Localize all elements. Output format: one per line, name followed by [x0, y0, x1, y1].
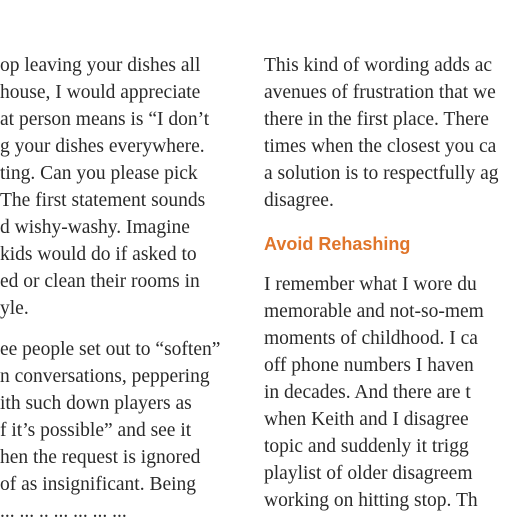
text-line: kids would do if asked to — [0, 244, 197, 265]
text-line: op leaving your dishes all — [0, 55, 201, 76]
text-line: when Keith and I disagree — [264, 409, 469, 430]
text-line: g your dishes everywhere. — [0, 136, 205, 157]
text-line: yle. — [0, 298, 29, 319]
text-line: The first statement sounds — [0, 190, 206, 211]
paragraph-soften — [0, 336, 244, 525]
text-line: off phone numbers I haven — [264, 355, 474, 376]
text-line: ed or clean their rooms in — [0, 271, 200, 292]
text-line: topic and suddenly it trigg — [264, 436, 469, 457]
text-line: ith such down players as — [0, 393, 192, 414]
text-line: ting. Can you please pick — [0, 163, 198, 184]
text-line: ee people set out to “soften” — [0, 339, 221, 360]
text-line: playlist of older disagreem — [264, 463, 473, 484]
text-line: working on hitting stop. Th — [264, 490, 478, 511]
text-line: disagree. — [264, 190, 334, 211]
text-line: avenues of frustration that we — [264, 82, 496, 103]
text-line: in decades. And there are t — [264, 382, 471, 403]
text-line: n conversations, peppering — [0, 366, 210, 387]
text-line: house, I would appreciate — [0, 82, 201, 103]
paragraph-dishes — [0, 52, 244, 322]
paragraph-spacer — [0, 322, 244, 336]
left-text-column — [0, 52, 244, 525]
text-line: d wishy-washy. Imagine — [0, 217, 190, 238]
text-line: of as insignificant. Being — [0, 474, 197, 495]
text-line: times when the closest you ca — [264, 136, 497, 157]
text-line: memorable and not-so-mem — [264, 301, 484, 322]
text-line: moments of childhood. I ca — [264, 328, 478, 349]
text-line: This kind of wording adds ac — [264, 55, 493, 76]
text-line: there in the first place. There — [264, 109, 489, 130]
right-text-column — [264, 52, 512, 514]
text-line: at person means is “I don’t — [0, 109, 210, 130]
text-line: I remember what I wore du — [264, 274, 477, 295]
paragraph-rehashing — [264, 271, 512, 514]
paragraph-wording — [264, 52, 512, 214]
text-line: hen the request is ignored — [0, 447, 201, 468]
text-line: ... ... .. ... ... ... ... — [0, 501, 127, 522]
text-line: f it’s possible” and see it — [0, 420, 192, 441]
text-line: a solution is to respectfully ag — [264, 163, 499, 184]
section-heading: Avoid Rehashing — [264, 234, 411, 254]
